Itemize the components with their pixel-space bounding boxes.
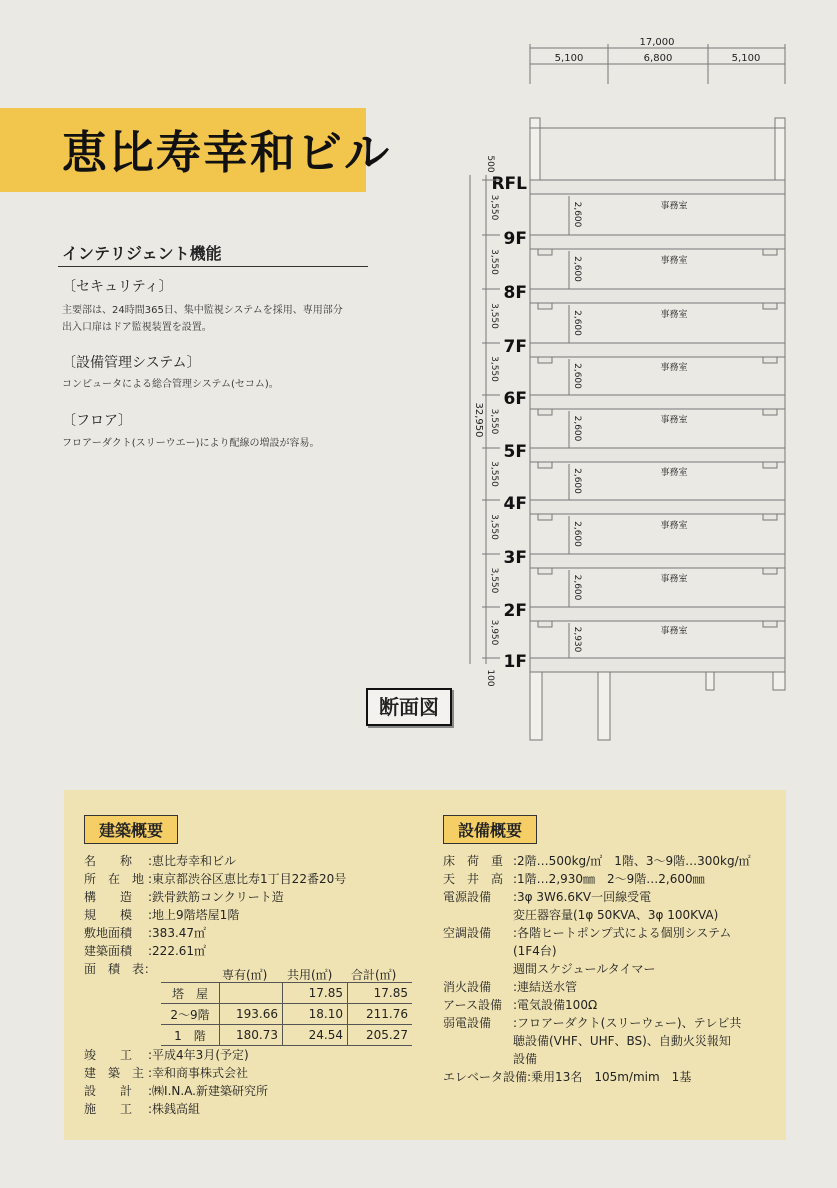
building-area-label: 建築面積 xyxy=(84,944,133,958)
floor-height-label: 3,550 xyxy=(489,194,499,221)
table-cell: 塔 屋 xyxy=(161,983,220,1004)
elevator-value: :乗用13名 105m/mim 1基 xyxy=(527,1070,692,1084)
ceiling-height-label: 2,600 xyxy=(572,415,582,442)
floor-label: 7F xyxy=(503,337,527,357)
floor-load-value: :2階…500kg/㎡ 1階、3〜9階…300kg/㎡ xyxy=(513,854,751,868)
table-row xyxy=(161,983,412,1004)
floor-label: 8F xyxy=(503,283,527,303)
site-area-value: :383.47㎡ xyxy=(148,926,207,940)
scale-label: 規 模 xyxy=(84,908,133,922)
designer-value: :㈱I.N.A.新建築研究所 xyxy=(148,1084,269,1098)
beam xyxy=(538,514,552,520)
fire-value: :連結送水管 xyxy=(513,980,578,994)
builder-label: 施 工 xyxy=(84,1102,133,1116)
floor-height-label: 3,950 xyxy=(489,619,499,646)
area-header-total: 合計(㎡) xyxy=(351,968,397,982)
floor-slab xyxy=(530,235,785,249)
ceiling-height-label: 2,600 xyxy=(572,256,582,282)
weak-current-value-3: 設備 xyxy=(513,1052,538,1066)
room-label: 事務室 xyxy=(660,468,688,478)
building-area-value: :222.61㎡ xyxy=(148,944,207,958)
area-table-label: 面 積 表： xyxy=(84,962,157,976)
floor-height-label: 3,550 xyxy=(489,356,499,382)
floor-label: 1F xyxy=(503,652,527,672)
weak-current-value-2: 聴設備(VHF、UHF、BS)、自動火災報知 xyxy=(513,1034,731,1048)
completion-label: 竣 工 xyxy=(84,1048,133,1062)
designer-label: 設 計 xyxy=(84,1084,133,1098)
table-cell: 205.27 xyxy=(348,1025,413,1046)
beam xyxy=(763,568,777,574)
weak-current-label: 弱電設備 xyxy=(443,1016,492,1030)
beam xyxy=(763,514,777,520)
parapet-right xyxy=(775,118,785,180)
ceiling-height-label: 2,600 xyxy=(572,468,582,494)
building-overview-title: 建築概要 xyxy=(84,815,178,844)
width-label: 5,100 xyxy=(554,53,584,64)
building-title: 恵比寿幸和ビル xyxy=(62,126,392,179)
ceiling-height-label: 2,600 xyxy=(572,310,582,336)
structure-value: :鉄骨鉄筋コンクリート造 xyxy=(148,890,284,904)
spacer xyxy=(443,1032,513,1050)
floor-slab xyxy=(530,658,785,672)
beam xyxy=(538,621,552,627)
equipment-overview-title: 設備概要 xyxy=(443,815,537,844)
floor-slab xyxy=(530,500,785,514)
floor-label: 9F xyxy=(503,229,527,249)
width-label: 5,100 xyxy=(731,53,761,64)
floor-text: フロアーダクト(スリーウエー)により配線の増設が容易。 xyxy=(62,438,320,449)
floor-load-label: 床 荷 重 xyxy=(443,854,504,868)
width-label: 6,800 xyxy=(643,53,673,64)
floor-height-label: 3,550 xyxy=(489,249,499,275)
table-cell: 24.54 xyxy=(283,1025,348,1046)
floor-height-label: 3,550 xyxy=(489,567,499,594)
floor-height-label: 3,550 xyxy=(489,408,499,435)
beam xyxy=(763,357,777,363)
floor-height-label: 3,550 xyxy=(489,461,499,487)
beam xyxy=(763,621,777,627)
scale-value: :地上9階塔屋1階 xyxy=(148,908,240,922)
ceiling-height-label: 天 井 高 xyxy=(443,872,504,886)
equipment-specs xyxy=(443,852,751,1086)
section-diagram-label: 断面図 xyxy=(366,688,452,726)
spacer xyxy=(443,1050,513,1068)
room-label: 事務室 xyxy=(660,256,688,266)
building-specs-2 xyxy=(84,1046,268,1118)
floor-label: 3F xyxy=(503,548,527,568)
table-row xyxy=(161,1025,412,1046)
floor-slab xyxy=(530,395,785,409)
name-value: :恵比寿幸和ビル xyxy=(148,854,237,868)
floor-heading: 〔フロア〕 xyxy=(62,413,132,429)
area-header-common: 共用(㎡) xyxy=(287,968,333,982)
table-cell: 1 階 xyxy=(161,1025,220,1046)
room-label: 事務室 xyxy=(660,574,688,585)
beam xyxy=(538,357,552,363)
column xyxy=(706,672,714,690)
floor-slab xyxy=(530,289,785,303)
room-label: 事務室 xyxy=(660,201,688,212)
spacer xyxy=(443,960,513,978)
building-specs xyxy=(84,852,346,978)
table-cell: 17.85 xyxy=(348,983,413,1004)
area-header-own: 専有(㎡) xyxy=(222,968,268,982)
name-label: 名 称 xyxy=(84,854,133,868)
ceiling-height-label: 2,600 xyxy=(572,201,582,228)
room-label: 事務室 xyxy=(660,363,688,373)
floor-label: RFL xyxy=(491,174,527,194)
air-value: :各階ヒートポンプ式による個別システム xyxy=(513,926,732,940)
beam xyxy=(538,462,552,468)
table-cell: 211.76 xyxy=(348,1004,413,1025)
beam xyxy=(763,249,777,255)
table-cell xyxy=(220,983,283,1004)
spacer xyxy=(443,942,513,960)
ceiling-height-label: 2,600 xyxy=(572,521,582,547)
air-value-3: 週間スケジュールタイマー xyxy=(513,962,656,976)
features-title: インテリジェント機能 xyxy=(62,244,222,263)
beam xyxy=(763,303,777,309)
column xyxy=(530,672,542,740)
ceiling-height-label: 2,600 xyxy=(572,574,582,601)
beam xyxy=(538,249,552,255)
floor-label: 5F xyxy=(503,442,527,462)
beam xyxy=(538,303,552,309)
air-value-2: (1F4台) xyxy=(513,944,557,958)
address-value: :東京都渋谷区恵比寿1丁目22番20号 xyxy=(148,872,347,886)
column xyxy=(598,672,610,740)
floor-slab xyxy=(530,448,785,462)
spacer xyxy=(443,906,513,924)
completion-value: :平成4年3月(予定) xyxy=(148,1048,249,1062)
security-text-line2: 出入口扉はドア監視装置を設置。 xyxy=(62,322,212,333)
security-text-line1: 主要部は、24時間365日、集中監視システムを採用、専用部分 xyxy=(62,305,343,316)
management-text: コンピュータによる総合管理システム(セコム)。 xyxy=(62,379,279,390)
width-total-label: 17,000 xyxy=(639,37,675,48)
table-row xyxy=(161,1004,412,1025)
builder-value: :株銭高組 xyxy=(148,1102,201,1116)
beam xyxy=(763,409,777,415)
ceiling-height-value: :1階…2,930㎜ 2〜9階…2,600㎜ xyxy=(513,872,705,886)
structure-label: 構 造 xyxy=(84,890,133,904)
floor-label: 6F xyxy=(503,389,527,409)
address-label: 所 在 地 xyxy=(84,872,145,886)
floor-slab xyxy=(530,343,785,357)
room-label: 事務室 xyxy=(660,626,688,637)
beam xyxy=(538,568,552,574)
earth-value: :電気設備100Ω xyxy=(513,998,598,1012)
table-cell: 193.66 xyxy=(220,1004,283,1025)
floor-slab xyxy=(530,607,785,621)
bottom-height-label: 100 xyxy=(485,669,495,687)
power-label: 電源設備 xyxy=(443,890,492,904)
floor-slab xyxy=(530,180,785,194)
air-label: 空調設備 xyxy=(443,926,492,940)
owner-label: 建 築 主 xyxy=(84,1066,145,1080)
security-heading: 〔セキュリティ〕 xyxy=(62,279,173,295)
room-label: 事務室 xyxy=(660,415,688,426)
beam xyxy=(538,409,552,415)
floor-slab xyxy=(530,554,785,568)
table-cell: 2〜9階 xyxy=(161,1004,220,1025)
beam xyxy=(763,462,777,468)
floor-label: 2F xyxy=(503,601,527,621)
weak-current-value: :フロアーダクト(スリーウェー)、テレビ共 xyxy=(513,1016,742,1030)
floor-height-label: 3,550 xyxy=(489,303,499,329)
floor-height-label: 3,550 xyxy=(489,514,499,540)
power-value-2: 変圧器容量(1φ 50KVA、3φ 100KVA) xyxy=(513,908,719,922)
management-heading: 〔設備管理システム〕 xyxy=(62,355,201,371)
elevator-label: エレベータ設備 xyxy=(443,1070,528,1084)
table-cell: 18.10 xyxy=(283,1004,348,1025)
parapet-height-label: 500 xyxy=(485,155,495,173)
room-label: 事務室 xyxy=(660,310,688,320)
owner-value: :幸和商事株式会社 xyxy=(148,1066,249,1080)
total-height-label: 32,950 xyxy=(473,402,484,438)
earth-label: アース設備 xyxy=(443,998,503,1012)
floor-label: 4F xyxy=(503,494,527,514)
column xyxy=(773,672,785,690)
power-value: :3φ 3W6.6KV一回線受電 xyxy=(513,890,652,904)
ceiling-height-label: 2,600 xyxy=(572,363,582,389)
fire-label: 消火設備 xyxy=(443,980,492,994)
parapet-left xyxy=(530,118,540,180)
ceiling-height-label: 2,930 xyxy=(572,626,582,653)
room-label: 事務室 xyxy=(660,521,688,531)
site-area-label: 敷地面積 xyxy=(84,926,133,940)
table-cell: 17.85 xyxy=(283,983,348,1004)
table-cell: 180.73 xyxy=(220,1025,283,1046)
area-table xyxy=(161,982,412,1046)
